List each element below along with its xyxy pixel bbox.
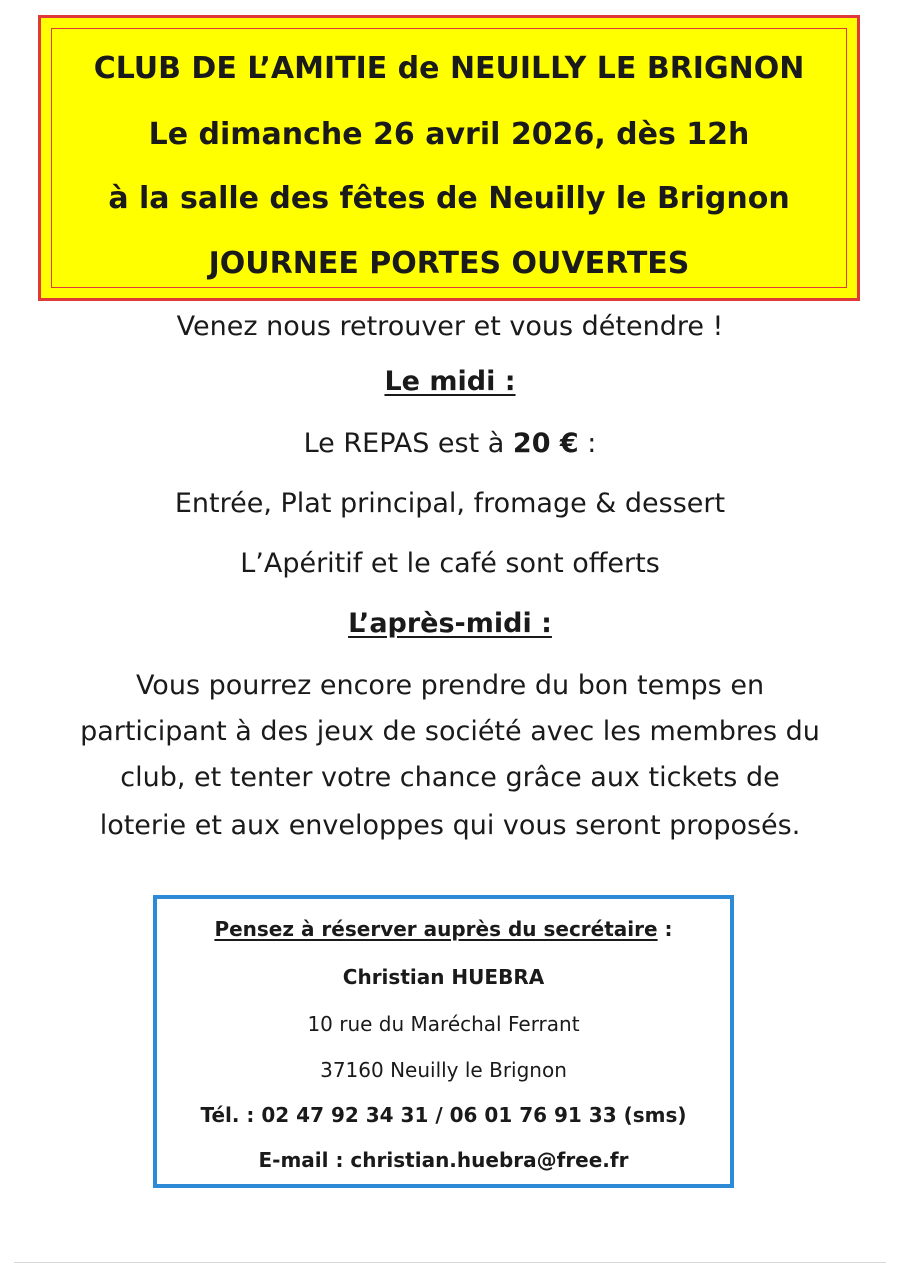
apres-midi-line: club, et tenter votre chance grâce aux tickets de	[120, 762, 780, 793]
phone-numbers: Tél. : 02 47 92 34 31 / 06 01 76 91 33 (sms)	[200, 1103, 687, 1127]
header-inner-frame	[51, 28, 847, 288]
menu-line: Entrée, Plat principal, fromage & dessert	[174, 488, 726, 519]
apres-midi-line: Vous pourrez encore prendre du bon temps en	[135, 670, 765, 701]
secretary-name: Christian HUEBRA	[342, 965, 545, 989]
reservation-heading: Pensez à réserver auprès du secrétaire	[214, 917, 658, 941]
apres-midi-line: loterie et aux enveloppes qui vous seront proposés.	[99, 810, 801, 841]
repas-suffix: :	[578, 428, 597, 459]
event-title: JOURNEE PORTES OUVERTES	[208, 246, 690, 281]
midi-heading: Le midi :	[384, 366, 516, 397]
repas-prefix: Le REPAS est à	[303, 428, 513, 459]
address-street: 10 rue du Maréchal Ferrant	[307, 1012, 580, 1036]
offered-line: L’Apéritif et le café sont offerts	[240, 548, 660, 579]
reservation-heading-suffix: :	[657, 917, 673, 941]
event-venue: à la salle des fêtes de Neuilly le Brignon	[108, 181, 790, 216]
intro-text: Venez nous retrouver et vous détendre !	[176, 311, 724, 342]
contact-box	[153, 895, 734, 1188]
midi-heading-row	[0, 366, 900, 397]
repas-price: 20 €	[512, 428, 579, 459]
apres-midi-heading: L’après-midi :	[348, 608, 552, 639]
club-name: CLUB DE L’AMITIE de NEUILLY LE BRIGNON	[93, 51, 805, 86]
page-bottom-rule	[14, 1262, 886, 1263]
event-header-box	[38, 15, 860, 301]
event-date: Le dimanche 26 avril 2026, dès 12h	[148, 117, 750, 152]
apres-midi-line: participant à des jeux de société avec les membres du	[80, 716, 820, 747]
reservation-heading-row	[157, 917, 730, 941]
email-address: E-mail : christian.huebra@free.fr	[258, 1148, 629, 1172]
apres-midi-heading-row	[0, 608, 900, 639]
address-city: 37160 Neuilly le Brignon	[320, 1058, 567, 1082]
repas-line	[0, 428, 900, 459]
